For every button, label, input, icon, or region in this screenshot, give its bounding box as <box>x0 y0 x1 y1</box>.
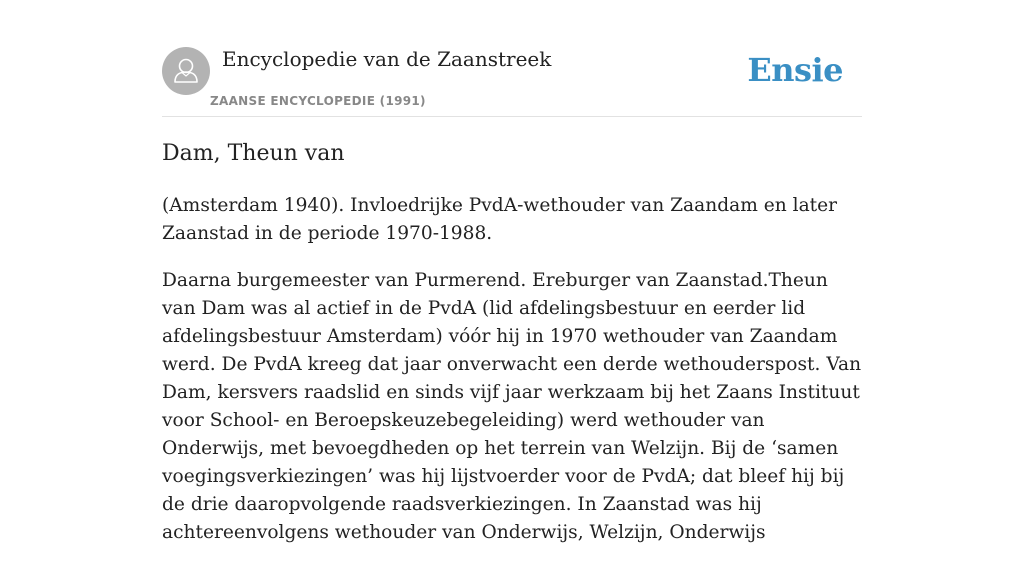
source-subtitle: ZAANSE ENCYCLOPEDIE (1991) <box>210 94 426 108</box>
source-title-link[interactable]: Encyclopedie van de Zaanstreek <box>222 47 552 71</box>
avatar[interactable] <box>162 47 210 95</box>
ensie-logo[interactable]: Ensie <box>747 51 843 89</box>
source-header <box>162 46 862 117</box>
article <box>162 138 862 566</box>
article-paragraph: (Amsterdam 1940). Invloedrijke PvdA-wethouder van Zaandam en later Zaanstad in de periode 1970-1988. <box>162 195 838 244</box>
user-icon <box>162 47 210 95</box>
article-paragraph: Daarna burgemeester van Purmerend. Ereburger van Zaanstad.Theun van Dam was al actief in de PvdA (lid afdelingsbestuur en eerder lid afdelingsbestuur Amsterdam) vóór hij in 1970 wethouder van Zaandam werd. De PvdA kreeg dat jaar onverwacht een derde wethouderspost. Van Dam, kersvers raadslid en sinds vijf jaar werkzaam bij het Zaans Instituut voor School- en Beroepskeuzebegeleiding) werd wethouder van Onderwijs, met bevoegdheden op het terrein van Welzijn. Bij de ‘samen voegingsverkiezingen’ was hij lijstvoerder voor de PvdA; dat bleef hij bij de drie daaropvolgende raadsverkiezingen. In Zaanstad was hij achtereenvolgens wethouder van Onderwijs, Welzijn, Onderwijs <box>162 270 862 543</box>
article-title: Dam, Theun van <box>162 141 345 166</box>
